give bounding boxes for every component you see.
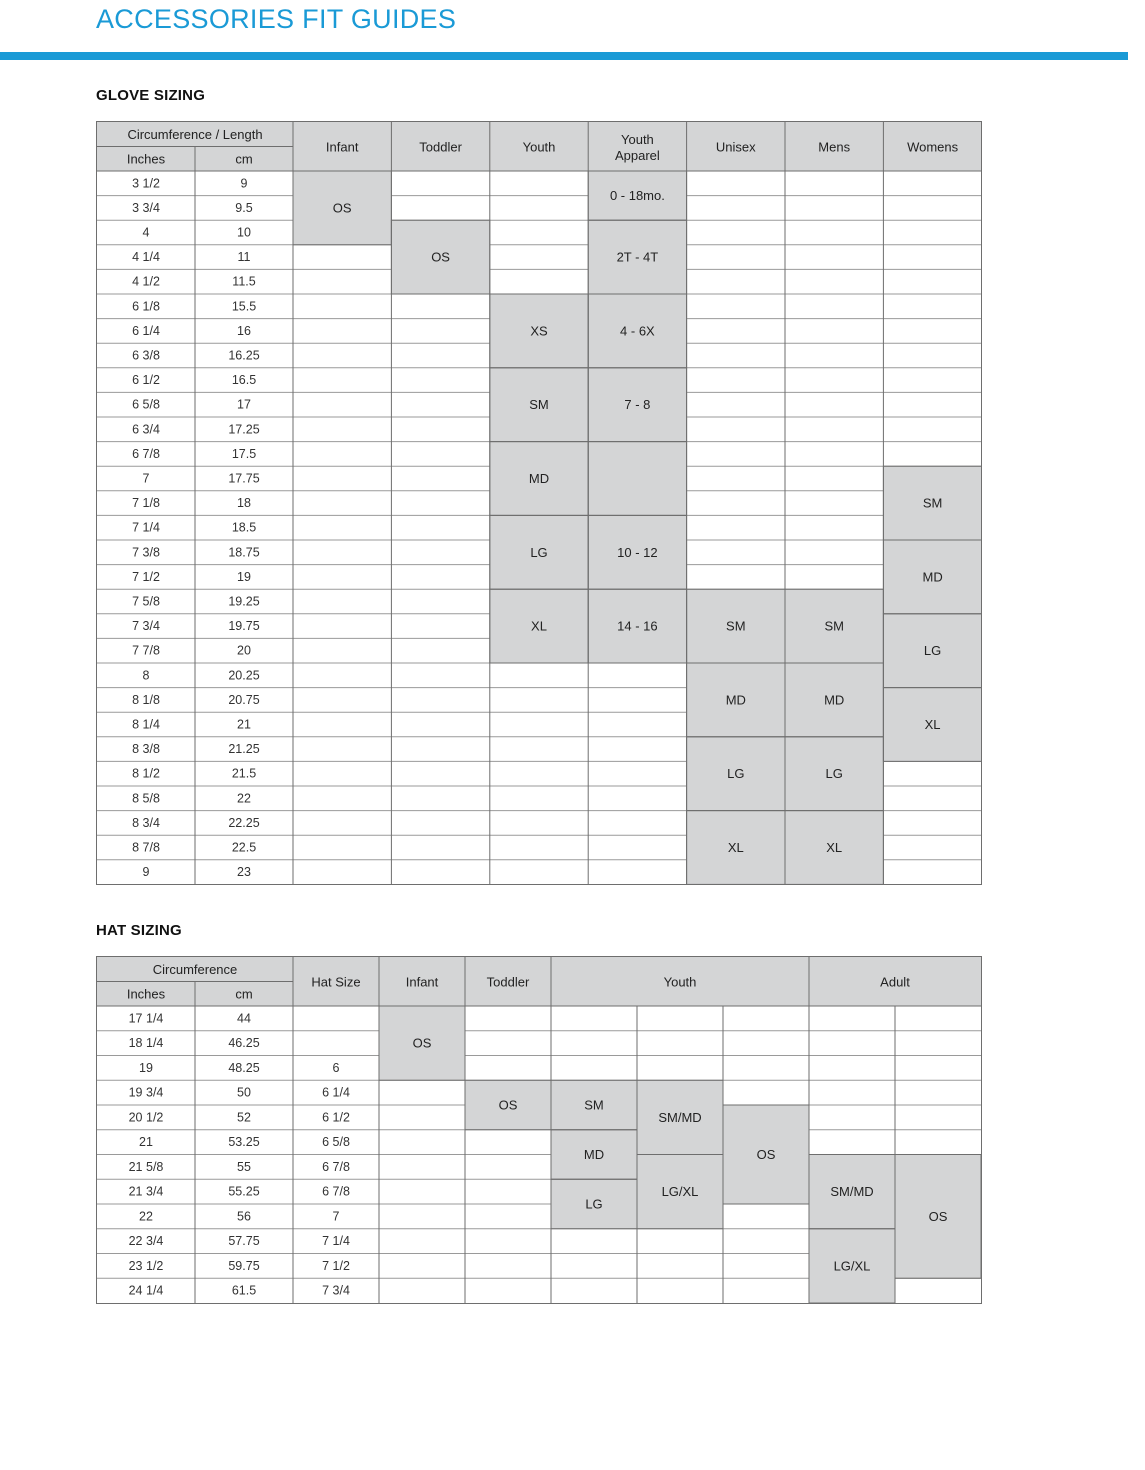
glove-cm-value: 16.25 bbox=[228, 348, 260, 363]
glove-cm-value: 21.25 bbox=[228, 742, 260, 757]
hat-cm-value: 59.75 bbox=[228, 1258, 260, 1273]
hat-size-value: 6 5/8 bbox=[322, 1135, 350, 1150]
glove-inches-value: 7 5/8 bbox=[132, 594, 160, 609]
glove-inches-value: 8 1/8 bbox=[132, 692, 160, 707]
glove-inches-value: 8 1/2 bbox=[132, 766, 160, 781]
glove-cm-value: 23 bbox=[237, 865, 251, 880]
hat-inches-value: 24 1/4 bbox=[128, 1283, 164, 1298]
glove-cm-value: 15.5 bbox=[231, 299, 257, 314]
glove-size-label: 7 - 8 bbox=[624, 397, 651, 413]
hat-size-label: SM bbox=[584, 1097, 604, 1113]
hat-inches-value: 21 3/4 bbox=[128, 1184, 164, 1199]
glove-cm-value: 19.75 bbox=[228, 619, 260, 634]
hat-inches-value: 21 5/8 bbox=[128, 1159, 164, 1174]
hat-inches-value: 19 bbox=[139, 1060, 153, 1075]
hat-size-label: MD bbox=[583, 1147, 605, 1162]
glove-inches-value: 7 3/8 bbox=[132, 545, 160, 560]
glove-cm-value: 18.75 bbox=[228, 545, 260, 560]
glove-inches-value: 7 7/8 bbox=[132, 643, 160, 658]
page-title: ACCESSORIES FIT GUIDES bbox=[96, 4, 457, 34]
glove-inches-value: 6 3/8 bbox=[132, 348, 160, 363]
hat-cm-value: 55.25 bbox=[228, 1184, 260, 1199]
hat-size-label: OS bbox=[498, 1097, 518, 1113]
glove-inches-value: 6 7/8 bbox=[132, 446, 160, 461]
glove-size-label: LG bbox=[727, 766, 745, 782]
hat-header-group: Circumference bbox=[152, 962, 238, 977]
glove-cm-value: 9 bbox=[240, 176, 248, 191]
glove-header-column: Toddler bbox=[419, 139, 462, 155]
hat-header-cm: cm bbox=[235, 986, 253, 1002]
glove-cm-value: 11.5 bbox=[232, 274, 256, 289]
glove-inches-value: 4 1/4 bbox=[132, 250, 160, 265]
glove-inches-value: 7 1/4 bbox=[132, 520, 160, 535]
hat-header-toddler: Toddler bbox=[486, 974, 530, 990]
hat-cm-value: 50 bbox=[237, 1085, 251, 1100]
glove-cm-value: 20.75 bbox=[228, 692, 260, 707]
glove-size-label: XL bbox=[727, 840, 744, 855]
hat-size-label: LG bbox=[585, 1196, 603, 1212]
glove-cm-value: 21 bbox=[237, 717, 251, 732]
glove-cm-value: 11 bbox=[237, 250, 251, 265]
glove-header-column: Womens bbox=[907, 139, 959, 155]
glove-header-column: Unisex bbox=[715, 139, 756, 155]
hat-size-value: 6 1/2 bbox=[322, 1110, 350, 1125]
hat-size-label: OS bbox=[412, 1035, 432, 1051]
hat-cm-value: 52 bbox=[237, 1110, 251, 1125]
glove-sizing-grid bbox=[97, 122, 981, 884]
hat-inches-value: 18 1/4 bbox=[128, 1036, 164, 1051]
glove-cm-value: 17 bbox=[237, 397, 251, 412]
hat-size-value: 6 7/8 bbox=[322, 1159, 350, 1174]
hat-cm-value: 44 bbox=[237, 1011, 251, 1026]
glove-inches-value: 3 3/4 bbox=[132, 200, 160, 215]
hat-size-value: 6 7/8 bbox=[322, 1184, 350, 1199]
glove-cm-value: 17.5 bbox=[231, 446, 257, 461]
glove-size-label: OS bbox=[431, 249, 450, 265]
glove-inches-value: 3 1/2 bbox=[132, 176, 160, 191]
glove-cm-value: 16.5 bbox=[231, 373, 257, 388]
hat-size-value: 6 bbox=[332, 1060, 340, 1075]
glove-inches-value: 6 1/2 bbox=[132, 373, 160, 388]
glove-cm-value: 18.5 bbox=[231, 520, 257, 535]
glove-size-label: LG bbox=[530, 544, 548, 560]
glove-size-label: XL bbox=[924, 717, 941, 732]
hat-sizing-title: HAT SIZING bbox=[96, 922, 182, 939]
hat-size-value: 7 1/4 bbox=[322, 1234, 350, 1249]
glove-size-label: SM bbox=[529, 397, 549, 413]
hat-size-label: SM/MD bbox=[830, 1184, 874, 1200]
hat-sizing-grid bbox=[97, 957, 981, 1303]
glove-inches-value: 4 bbox=[142, 225, 150, 240]
glove-inches-value: 8 7/8 bbox=[132, 840, 160, 855]
glove-size-label: MD bbox=[528, 471, 550, 486]
glove-cm-value: 10 bbox=[237, 225, 251, 240]
title-rule bbox=[0, 52, 1128, 60]
glove-sizing-title: GLOVE SIZING bbox=[96, 87, 206, 104]
glove-inches-value: 6 1/8 bbox=[132, 299, 160, 314]
glove-inches-value: 4 1/2 bbox=[132, 274, 160, 289]
glove-size-block bbox=[588, 442, 686, 516]
hat-cm-value: 46.25 bbox=[228, 1036, 260, 1051]
glove-inches-value: 8 3/4 bbox=[132, 815, 160, 830]
glove-header-column: Youth bbox=[522, 139, 556, 155]
hat-size-label: LG/XL bbox=[661, 1184, 699, 1200]
glove-header-column: Mens bbox=[818, 139, 851, 155]
hat-sizing-table bbox=[96, 956, 982, 1304]
glove-size-label: MD bbox=[725, 692, 746, 708]
glove-size-label: 0 - 18mo. bbox=[609, 188, 665, 204]
glove-size-label: SM bbox=[726, 618, 746, 634]
hat-size-value: 7 bbox=[332, 1209, 340, 1224]
hat-inches-value: 17 1/4 bbox=[128, 1011, 164, 1026]
hat-cm-value: 61.5 bbox=[231, 1283, 257, 1298]
glove-size-label: XL bbox=[826, 840, 843, 855]
hat-header-infant: Infant bbox=[405, 974, 439, 990]
glove-cm-value: 22.5 bbox=[231, 840, 257, 855]
glove-size-label: 10 - 12 bbox=[617, 544, 658, 560]
glove-cm-value: 22 bbox=[237, 791, 251, 806]
glove-inches-value: 9 bbox=[142, 865, 150, 880]
glove-sizing-table bbox=[96, 121, 982, 885]
glove-size-label: LG bbox=[825, 766, 843, 782]
glove-cm-value: 19.25 bbox=[228, 594, 260, 609]
hat-header-youth: Youth bbox=[663, 974, 697, 990]
glove-inches-value: 6 1/4 bbox=[132, 323, 160, 338]
glove-header-column: Infant bbox=[325, 139, 359, 155]
glove-cm-value: 16 bbox=[237, 323, 251, 338]
glove-cm-value: 20 bbox=[237, 643, 251, 658]
hat-inches-value: 21 bbox=[139, 1135, 153, 1150]
glove-size-label: LG bbox=[923, 643, 942, 659]
hat-size-value: 7 3/4 bbox=[322, 1283, 350, 1298]
glove-header-column: Youth Apparel bbox=[614, 131, 660, 163]
glove-size-label: MD bbox=[922, 569, 943, 585]
glove-cm-value: 20.25 bbox=[228, 668, 260, 683]
glove-cm-value: 21.5 bbox=[231, 766, 257, 781]
glove-inches-value: 7 3/4 bbox=[132, 619, 160, 634]
hat-inches-value: 22 bbox=[139, 1209, 153, 1224]
glove-header-group: Circumference / Length bbox=[127, 127, 263, 142]
glove-size-label: OS bbox=[332, 200, 352, 216]
hat-header-adult: Adult bbox=[880, 974, 910, 990]
hat-size-label: SM/MD bbox=[658, 1109, 702, 1125]
glove-inches-value: 8 bbox=[142, 668, 150, 683]
glove-cm-value: 17.25 bbox=[228, 422, 260, 437]
glove-header-inches: Inches bbox=[126, 151, 166, 167]
glove-cm-value: 18 bbox=[237, 496, 251, 511]
glove-size-label: 4 - 6X bbox=[620, 323, 655, 339]
hat-inches-value: 22 3/4 bbox=[128, 1234, 164, 1249]
glove-size-label: 2T - 4T bbox=[616, 249, 659, 265]
glove-header-cm: cm bbox=[235, 151, 253, 167]
glove-cm-value: 9.5 bbox=[235, 200, 253, 215]
hat-inches-value: 20 1/2 bbox=[128, 1110, 164, 1125]
glove-inches-value: 7 bbox=[142, 471, 150, 486]
glove-size-label: XS bbox=[530, 323, 548, 339]
glove-size-label: XL bbox=[531, 618, 547, 634]
glove-cm-value: 22.25 bbox=[228, 815, 260, 830]
glove-inches-value: 6 5/8 bbox=[132, 397, 160, 412]
glove-inches-value: 8 5/8 bbox=[132, 791, 160, 806]
hat-cm-value: 55 bbox=[237, 1159, 251, 1174]
glove-inches-value: 8 1/4 bbox=[132, 717, 160, 732]
hat-cm-value: 57.75 bbox=[228, 1234, 260, 1249]
glove-inches-value: 6 3/4 bbox=[132, 422, 160, 437]
hat-header-inches: Inches bbox=[126, 986, 166, 1002]
glove-size-label: MD bbox=[824, 692, 845, 708]
glove-size-label: 14 - 16 bbox=[617, 618, 658, 634]
glove-cm-value: 19 bbox=[237, 569, 251, 584]
glove-size-label: SM bbox=[824, 618, 844, 634]
hat-cm-value: 53.25 bbox=[228, 1135, 260, 1150]
hat-header-hat-size: Hat Size bbox=[311, 974, 361, 990]
hat-size-value: 7 1/2 bbox=[322, 1258, 350, 1273]
glove-cm-value: 17.75 bbox=[228, 471, 260, 486]
hat-size-label: OS bbox=[756, 1147, 776, 1162]
hat-cm-value: 48.25 bbox=[228, 1060, 260, 1075]
glove-inches-value: 7 1/8 bbox=[132, 496, 160, 511]
glove-size-label: SM bbox=[922, 495, 943, 511]
glove-inches-value: 8 3/8 bbox=[132, 742, 160, 757]
glove-inches-value: 7 1/2 bbox=[132, 569, 160, 584]
hat-inches-value: 19 3/4 bbox=[128, 1085, 164, 1100]
hat-inches-value: 23 1/2 bbox=[128, 1258, 164, 1273]
hat-size-value: 6 1/4 bbox=[322, 1085, 350, 1100]
hat-cm-value: 56 bbox=[237, 1209, 251, 1224]
hat-size-label: LG/XL bbox=[833, 1258, 871, 1274]
hat-size-label: OS bbox=[928, 1208, 948, 1224]
